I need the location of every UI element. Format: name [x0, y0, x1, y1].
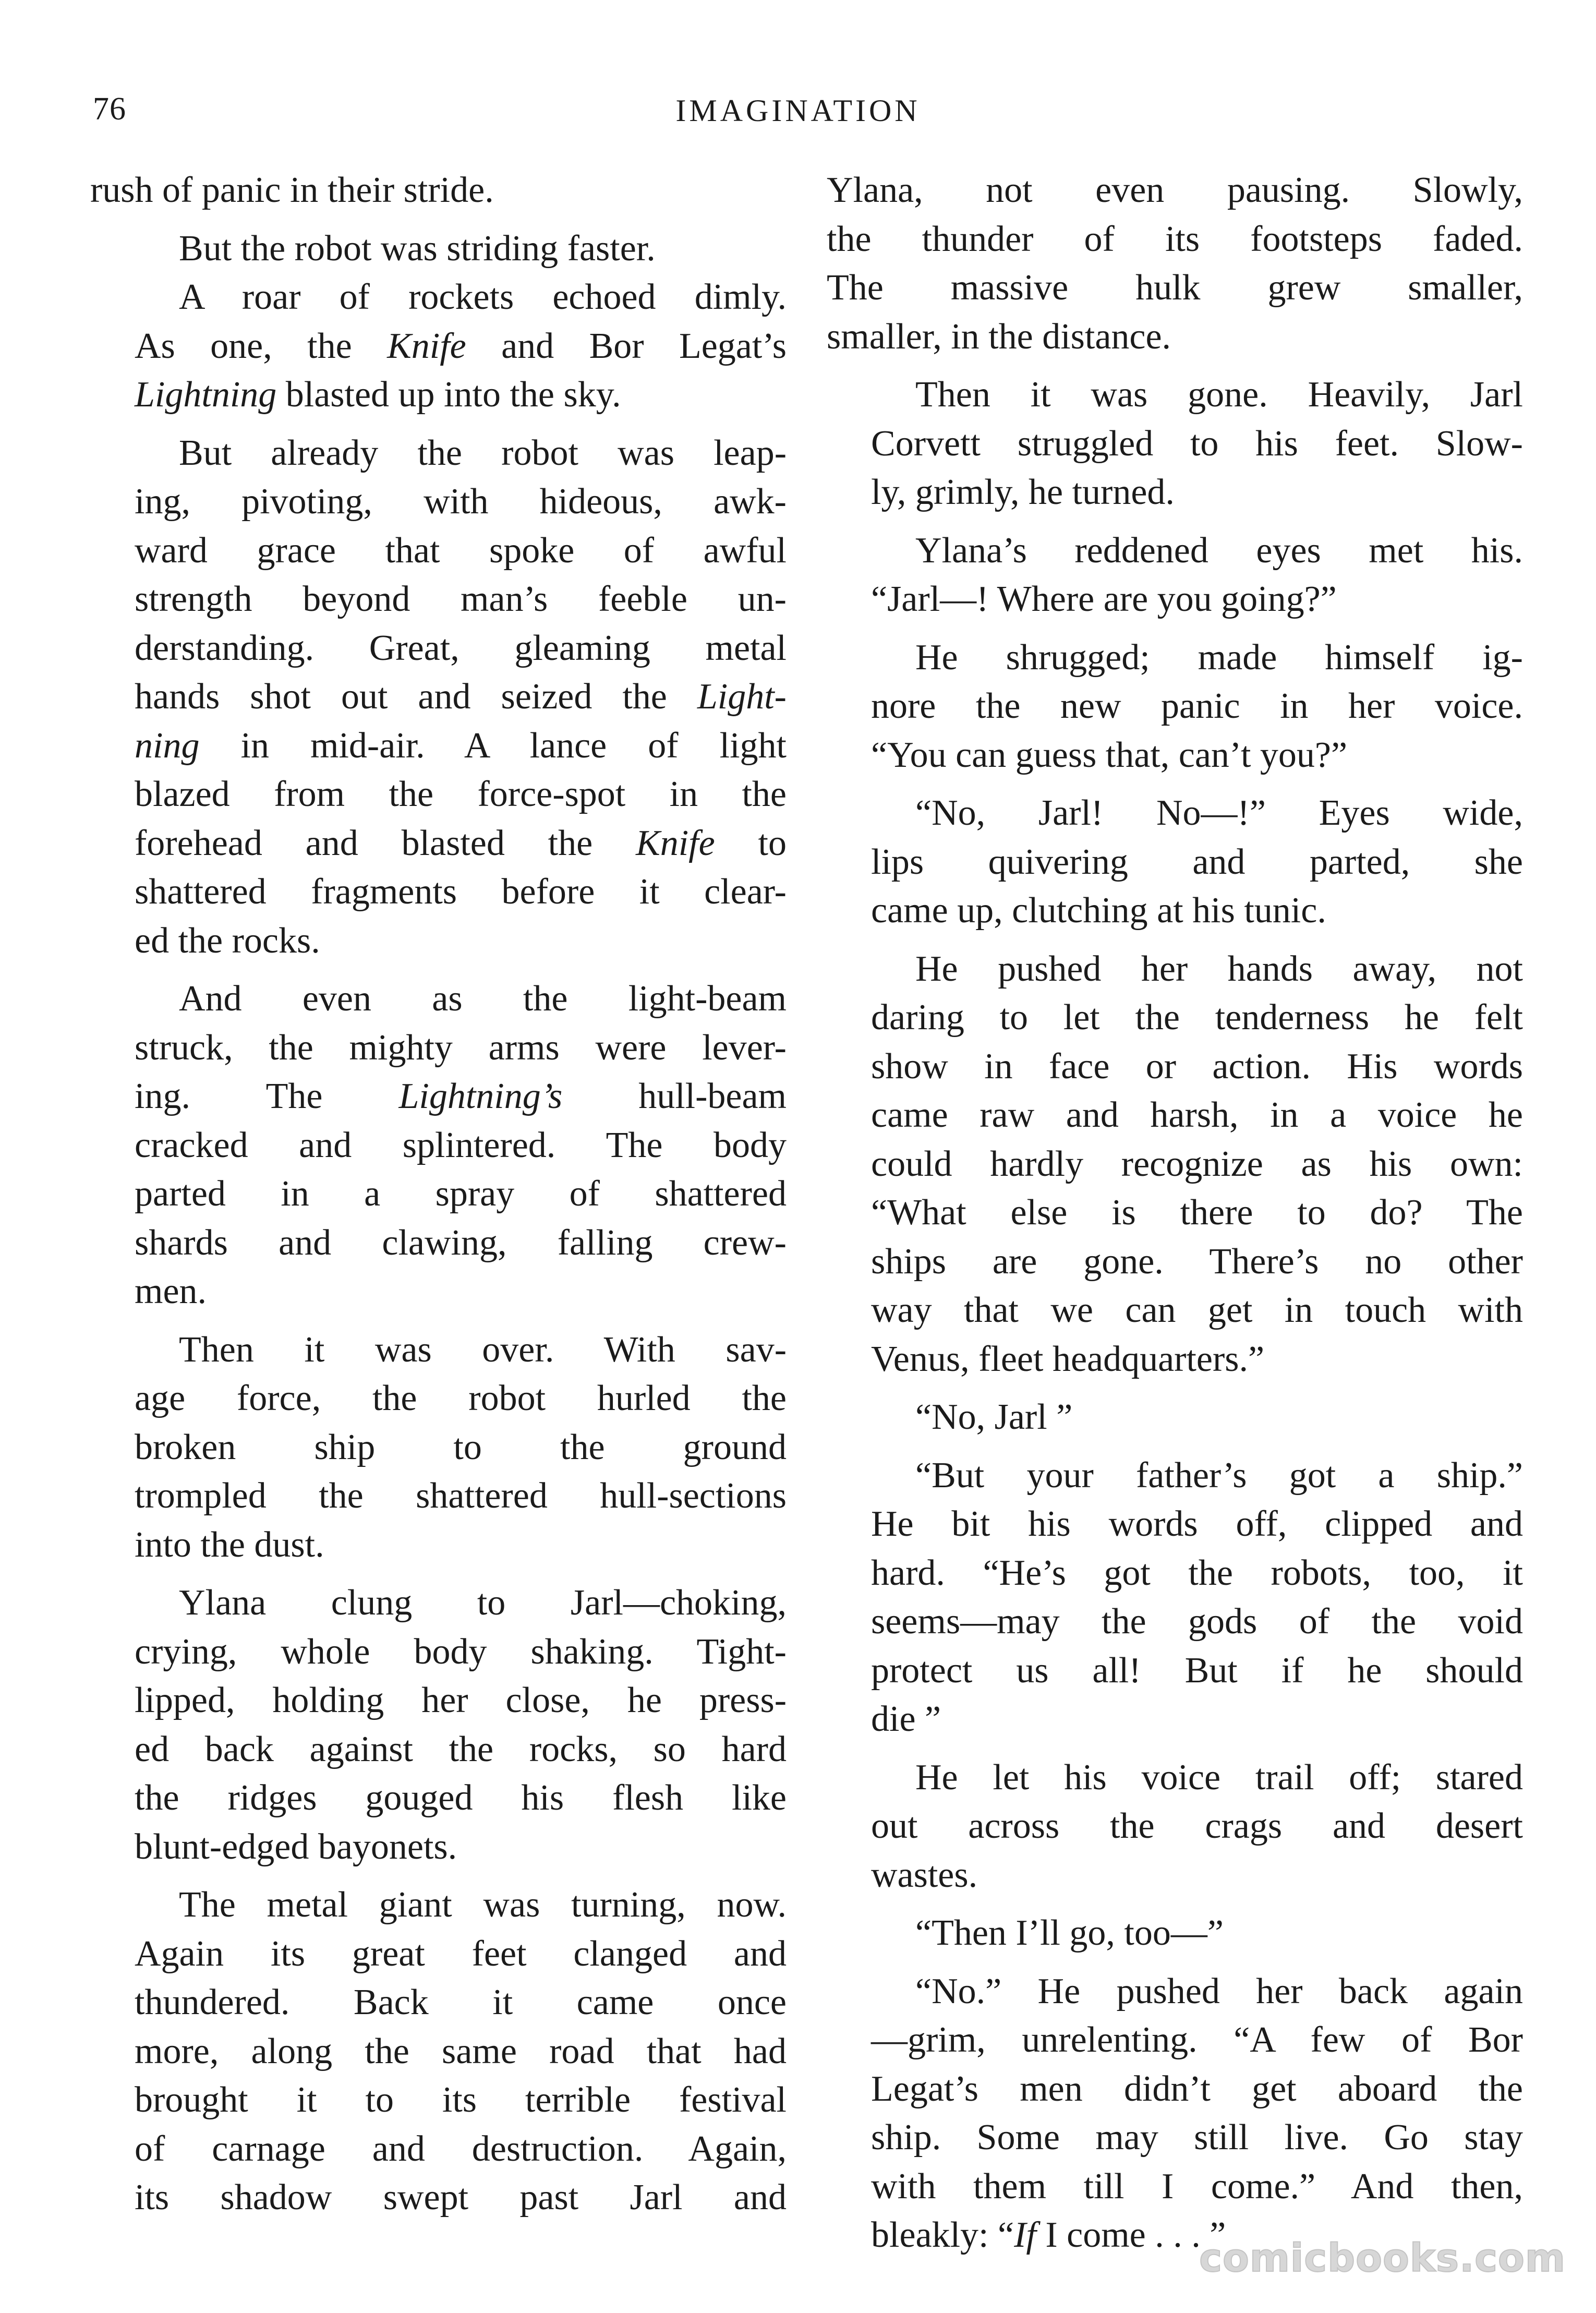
text-line: The metal giant was turning, now.	[179, 1885, 787, 1925]
text-line: the ridges gouged his flesh like	[135, 1778, 787, 1818]
paragraph	[90, 166, 787, 215]
text-line: He let his voice trail off; stared	[915, 1757, 1523, 1798]
text-line: crying, whole body shaking. Tight-	[135, 1631, 787, 1672]
left-column	[90, 166, 787, 2232]
text-line: men.	[135, 1271, 207, 1311]
text-line: He bit his words off, clipped and	[871, 1504, 1523, 1544]
text-line: “Jarl—! Where are you going?”	[871, 579, 1337, 619]
text-line: derstanding. Great, gleaming metal	[135, 628, 787, 668]
text-line: He pushed her hands away, not	[915, 948, 1523, 989]
text-line: smaller, in the distance.	[827, 316, 1171, 357]
text-line: with them till I come.” And then,	[871, 2166, 1523, 2207]
text-line: shattered fragments before it clear-	[135, 872, 787, 912]
paragraph	[827, 526, 1523, 624]
text-line: Corvett struggled to his feet. Slow-	[871, 423, 1523, 464]
text-line: “No.” He pushed her back again	[915, 1971, 1523, 2011]
paragraph	[90, 224, 787, 273]
text-line: ly, grimly, he turned.	[871, 472, 1175, 512]
paragraph	[827, 789, 1523, 935]
text-line: blunt-edged bayonets.	[135, 1826, 457, 1867]
text-line: Then it was over. With sav-	[179, 1329, 787, 1370]
paragraph	[827, 1451, 1523, 1744]
text-line: came raw and harsh, in a voice he	[871, 1095, 1523, 1135]
text-line: daring to let the tenderness he felt	[871, 997, 1523, 1038]
paragraph	[90, 974, 787, 1316]
text-line: hard. “He’s got the robots, too, it	[871, 1552, 1523, 1593]
text-line: show in face or action. His words	[871, 1046, 1523, 1087]
text-line: hands shot out and seized the Light-	[135, 677, 787, 717]
text-line: age force, the robot hurled the	[135, 1378, 787, 1418]
text-line: wastes.	[871, 1854, 978, 1895]
text-line: ing. The Lightning’s hull-beam	[135, 1076, 787, 1116]
text-line: —grim, unrelenting. “A few of Bor	[871, 2020, 1523, 2060]
text-line: Venus, fleet headquarters.”	[871, 1339, 1265, 1379]
text-line: broken ship to the ground	[135, 1427, 787, 1467]
text-line: ning in mid-air. A lance of light	[135, 725, 787, 766]
page-number: 76	[93, 91, 126, 127]
paragraph	[827, 1753, 1523, 1900]
text-line: But already the robot was leap-	[179, 432, 787, 473]
text-line: Again its great feet clanged and	[135, 1933, 787, 1974]
paragraph	[827, 1909, 1523, 1958]
text-line: “What else is there to do? The	[871, 1192, 1523, 1233]
right-column	[827, 166, 1523, 2269]
paragraph	[827, 1393, 1523, 1442]
text-line: strength beyond man’s feeble un-	[135, 579, 787, 619]
text-line: die ”	[871, 1699, 941, 1739]
text-line: But the robot was striding faster.	[179, 228, 656, 269]
text-line: blazed from the force-spot in the	[135, 774, 787, 814]
text-line: “You can guess that, can’t you?”	[871, 734, 1348, 775]
text-line: ships are gone. There’s no other	[871, 1241, 1523, 1282]
paragraph	[827, 633, 1523, 780]
text-line: seems—may the gods of the void	[871, 1601, 1523, 1642]
text-line: of carnage and destruction. Again,	[135, 2128, 787, 2169]
text-line: parted in a spray of shattered	[135, 1174, 787, 1214]
text-line: struck, the mighty arms were lever-	[135, 1027, 787, 1068]
text-line: As one, the Knife and Bor Legat’s	[135, 326, 787, 366]
paragraph	[827, 945, 1523, 1384]
text-line: The massive hulk grew smaller,	[827, 268, 1523, 308]
text-line: into the dust.	[135, 1524, 324, 1565]
text-line: A roar of rockets echoed dimly.	[179, 277, 787, 317]
text-line: ing, pivoting, with hideous, awk-	[135, 481, 787, 522]
paragraph	[827, 1967, 1523, 2260]
text-line: protect us all! But if he should	[871, 1650, 1523, 1691]
text-line: ship. Some may still live. Go stay	[871, 2117, 1523, 2158]
text-line: Legat’s men didn’t get aboard the	[871, 2068, 1523, 2109]
text-line: thundered. Back it came once	[135, 1982, 787, 2022]
paragraph	[90, 429, 787, 966]
text-line: Ylana clung to Jarl—choking,	[179, 1583, 787, 1623]
text-line: lipped, holding her close, he press-	[135, 1680, 787, 1720]
text-line: forehead and blasted the Knife to	[135, 823, 787, 863]
text-line: bleakly: “If I come . . . ”	[871, 2215, 1226, 2255]
text-line: Then it was gone. Heavily, Jarl	[915, 375, 1523, 415]
text-line: came up, clutching at his tunic.	[871, 890, 1326, 931]
text-line: Lightning blasted up into the sky.	[135, 375, 621, 415]
text-line: trompled the shattered hull-sections	[135, 1476, 787, 1516]
paragraph	[90, 1326, 787, 1570]
running-head: IMAGINATION	[675, 93, 921, 128]
text-line: way that we can get in touch with	[871, 1290, 1523, 1330]
text-line: Ylana, not even pausing. Slowly,	[827, 170, 1523, 210]
paragraph	[827, 370, 1523, 517]
text-line: nore the new panic in her voice.	[871, 686, 1523, 726]
text-line: “But your father’s got a ship.”	[915, 1455, 1523, 1496]
text-line: lips quivering and parted, she	[871, 841, 1523, 882]
paragraph	[827, 166, 1523, 361]
text-line: ed back against the rocks, so hard	[135, 1729, 787, 1769]
watermark-logo: comicbooks.com	[1199, 2236, 1566, 2281]
text-line: Ylana’s reddened eyes met his.	[915, 530, 1523, 571]
text-line: brought it to its terrible festival	[135, 2080, 787, 2120]
text-line: more, along the same road that had	[135, 2031, 787, 2071]
text-line: He shrugged; made himself ig-	[915, 637, 1523, 678]
text-line: rush of panic in their stride.	[90, 170, 494, 210]
text-line: cracked and splintered. The body	[135, 1125, 787, 1165]
text-line: could hardly recognize as his own:	[871, 1143, 1523, 1184]
text-line: And even as the light-beam	[179, 979, 787, 1019]
paragraph	[90, 1579, 787, 1871]
text-line: “Then I’ll go, too—”	[915, 1913, 1224, 1953]
text-line: shards and clawing, falling crew-	[135, 1222, 787, 1263]
text-line: “No, Jarl ”	[915, 1397, 1073, 1437]
paragraph	[90, 273, 787, 419]
text-line: ward grace that spoke of awful	[135, 530, 787, 571]
text-line: ed the rocks.	[135, 920, 320, 961]
text-line: out across the crags and desert	[871, 1806, 1523, 1846]
text-line: its shadow swept past Jarl and	[135, 2177, 787, 2218]
text-line: “No, Jarl! No—!” Eyes wide,	[915, 793, 1523, 833]
text-line: the thunder of its footsteps faded.	[827, 219, 1523, 259]
paragraph	[90, 1881, 787, 2222]
